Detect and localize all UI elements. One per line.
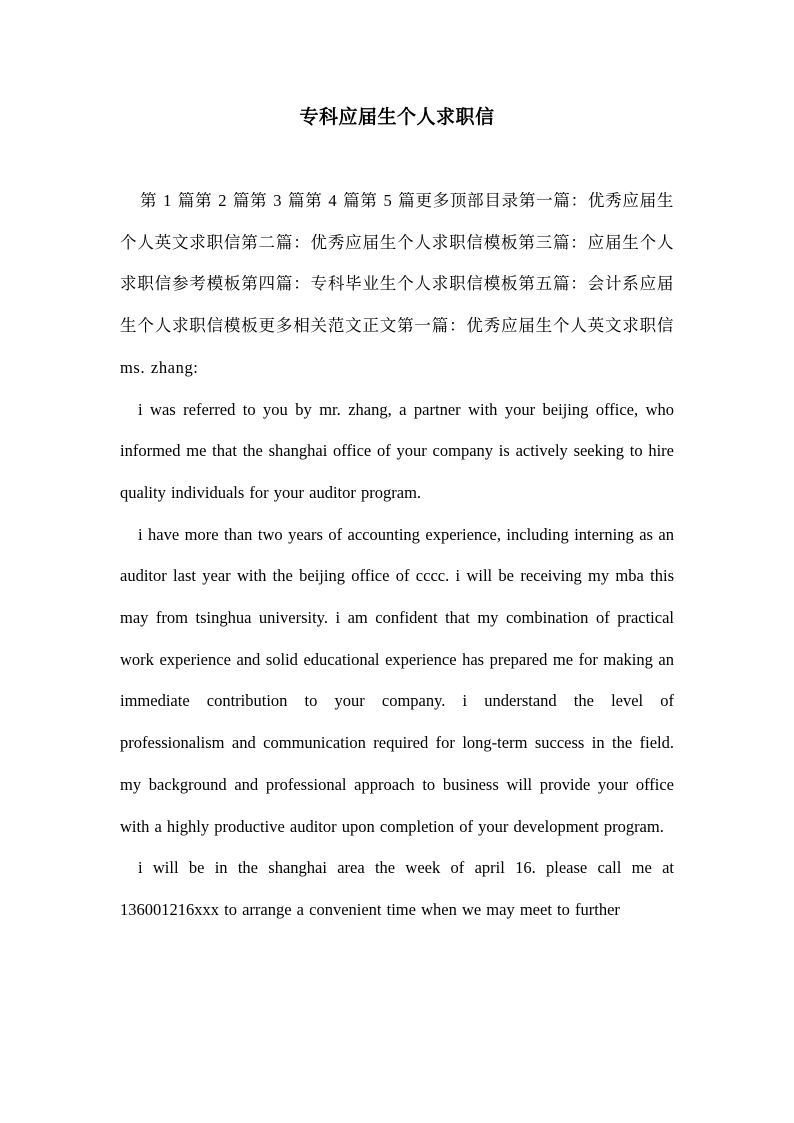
paragraph-meeting-request: i will be in the shanghai area the week of april 16. please call me at 136001216xxx to arrange a convenient time when we may meet to further (120, 858, 674, 919)
paragraph-referral: i was referred to you by mr. zhang, a partner with your beijing office, who informed me that the shanghai office of your company is actively seeking to hire quality individuals for your auditor program. (120, 399, 674, 502)
paragraph-table-of-contents: 第 1 篇第 2 篇第 3 篇第 4 篇第 5 篇更多顶部目录第一篇：优秀应届生个人英文求职信第二篇：优秀应届生个人求职信模板第三篇：应届生个人求职信参考模板第四篇：专科毕业生个人求职信模板第五篇：会计系应届生个人求职信模板更多相关范文正文第一篇：优秀应届生个人英文求职信 ms. zhang: (120, 191, 674, 377)
document-body (120, 180, 674, 931)
paragraph-experience: i have more than two years of accounting experience, including interning as an auditor last year with the beijing office of cccc. i will be receiving my mba this may from tsinghua university. i am confident that my combination of practical work experience and solid educational experience has prepared me for making an immediate contribution to your company. i understand the level of professionalism and communication required for long-term success in the field. my background and professional approach to business will provide your office with a highly productive auditor upon completion of your development program. (120, 524, 674, 836)
document-title: 专科应届生个人求职信 (299, 107, 495, 128)
